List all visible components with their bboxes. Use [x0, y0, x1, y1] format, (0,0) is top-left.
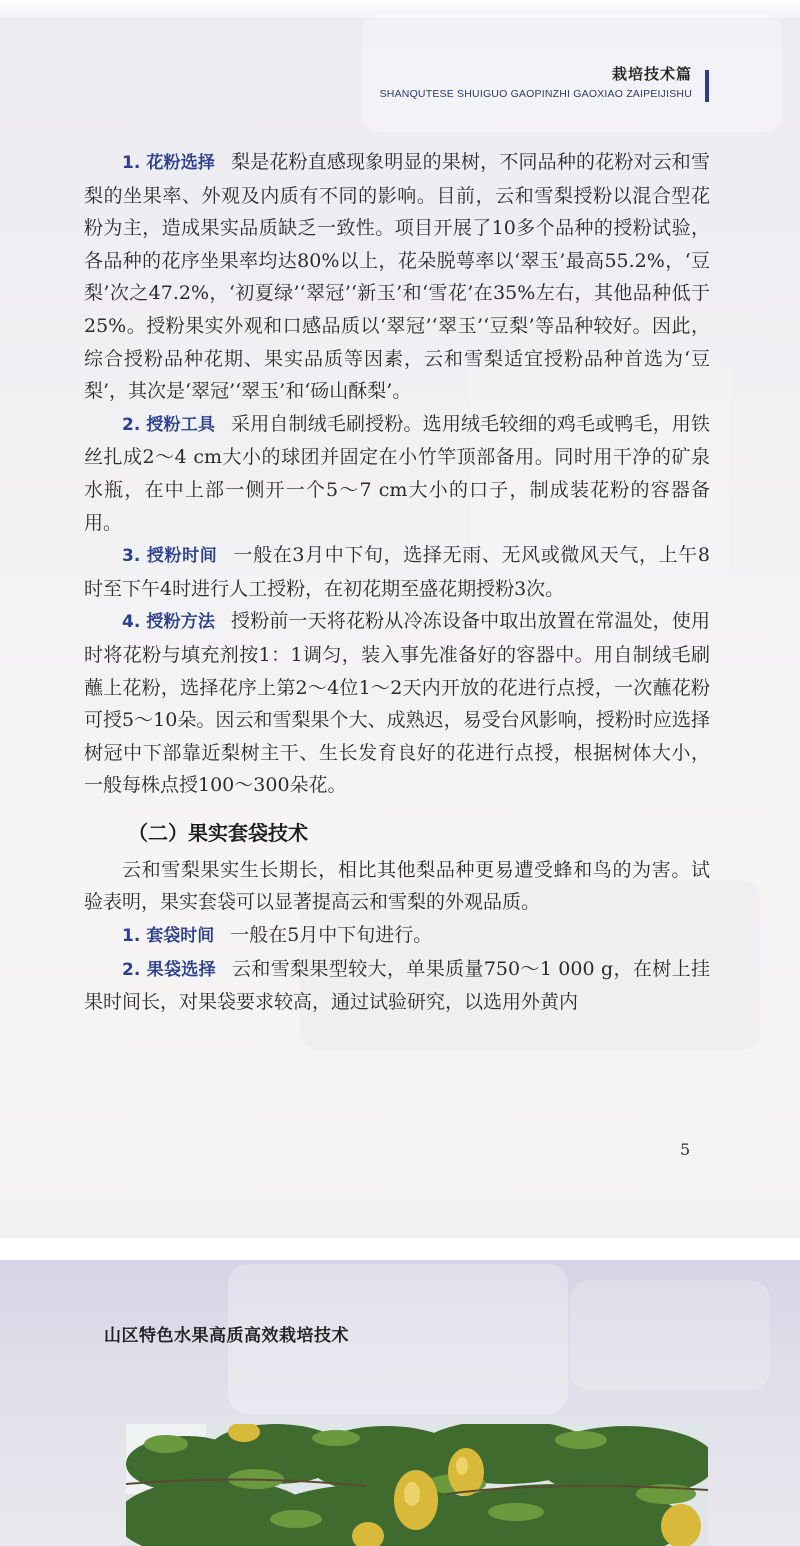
paragraph-pollination-tool [84, 408, 710, 539]
section-intro: 云和雪梨果实生长期长，相比其他梨品种更易遭受蜂和鸟的为害。试验表明，果实套袋可以显著提高云和雪梨的外观品质。 [84, 858, 710, 914]
paragraph-text: 采用自制绒毛刷授粉。选用绒毛较细的鸡毛或鸭毛，用铁丝扎成2～4 cm大小的球团并固定在小竹竿顶部备用。同时用干净的矿泉水瓶，在中上部一侧开一个5～7 cm大小的口子，制成装花粉的容器备用。 [84, 412, 710, 534]
item-label: 2. 授粉工具 [122, 414, 216, 435]
paragraph-text: 云和雪梨果型较大，单果质量750～1 000 g，在树上挂果时间长，对果袋要求较高，通过试验研究，以选用外黄内 [84, 957, 710, 1014]
pear-tree-photo [126, 1424, 708, 1546]
running-head-subtitle: SHANQUTESE SHUIGUO GAOPINZHI GAOXIAO ZAIPEIJISHU [379, 88, 692, 100]
page-number: 5 [680, 1140, 691, 1159]
section-heading: （二）果实套袋技术 [128, 820, 308, 845]
pear-tree-illustration [126, 1424, 708, 1546]
book-page-6 [0, 1260, 800, 1546]
paragraph-text: 梨是花粉直感现象明显的果树，不同品种的花粉对云和雪梨的坐果率、外观及内质有不同的影响。目前，云和雪梨授粉以混合型花粉为主，造成果实品质缺乏一致性。项目开展了10多个品种的授粉试验，各品种的花序坐果率均达80%以上，花朵脱萼率以‘翠玉’最高55.2%，‘豆梨’次之47.2%，‘初夏绿’‘翠冠’‘新玉’和‘雪花’在35%左右，其他品种低于25%。授粉果实外观和口感品质以‘翠冠’‘翠玉’‘豆梨’等品种较好。因此，综合授粉品种花期、果实品质等因素，云和雪梨适宜授粉品种首选为‘豆梨’，其次是‘翠冠’‘翠玉’和‘砀山酥梨’。 [84, 151, 710, 403]
item-label: 2. 果袋选择 [122, 959, 217, 980]
running-head-title: 栽培技术篇 [611, 65, 692, 83]
page-gap [0, 1238, 800, 1260]
paragraph-text: 一般在5月中下旬进行。 [230, 924, 433, 947]
paragraph-pollen-selection [84, 146, 710, 408]
paragraph-text: 一般在3月中下旬，选择无雨、无风或微风天气，上午8时至下午4时进行人工授粉，在初花期至盛花期授粉3次。 [84, 544, 710, 600]
paragraph-text: 授粉前一天将花粉从冷冻设备中取出放置在常温处，使用时将花粉与填充剂按1：1调匀，装入事先准备好的容器中。用自制绒毛刷蘸上花粉，选择花序上第2～4位1～2天内开放的花进行点授，一次蘸花粉可授5～10朵。因云和雪梨果个大、成熟迟，易受台风影响，授粉时应选择树冠中下部靠近梨树主干、生长发育良好的花进行点授，根据树体大小，一般每株点授100～300朵花。 [84, 610, 710, 797]
body-text [84, 146, 710, 1019]
paragraph-pollination-time [84, 539, 710, 605]
paragraph-bag-selection [84, 953, 710, 1019]
paragraph-pollination-method [84, 605, 710, 802]
running-head [380, 63, 692, 100]
running-head-bar [705, 70, 709, 102]
item-label: 1. 套袋时间 [122, 926, 215, 947]
item-label: 3. 授粉时间 [122, 546, 218, 567]
running-head-book-title: 山区特色水果高质高效栽培技术 [104, 1326, 349, 1346]
item-label: 4. 授粉方法 [122, 612, 216, 633]
paragraph-bagging-time [84, 919, 710, 953]
item-label: 1. 花粉选择 [122, 153, 216, 173]
background-decoration [570, 1280, 770, 1390]
